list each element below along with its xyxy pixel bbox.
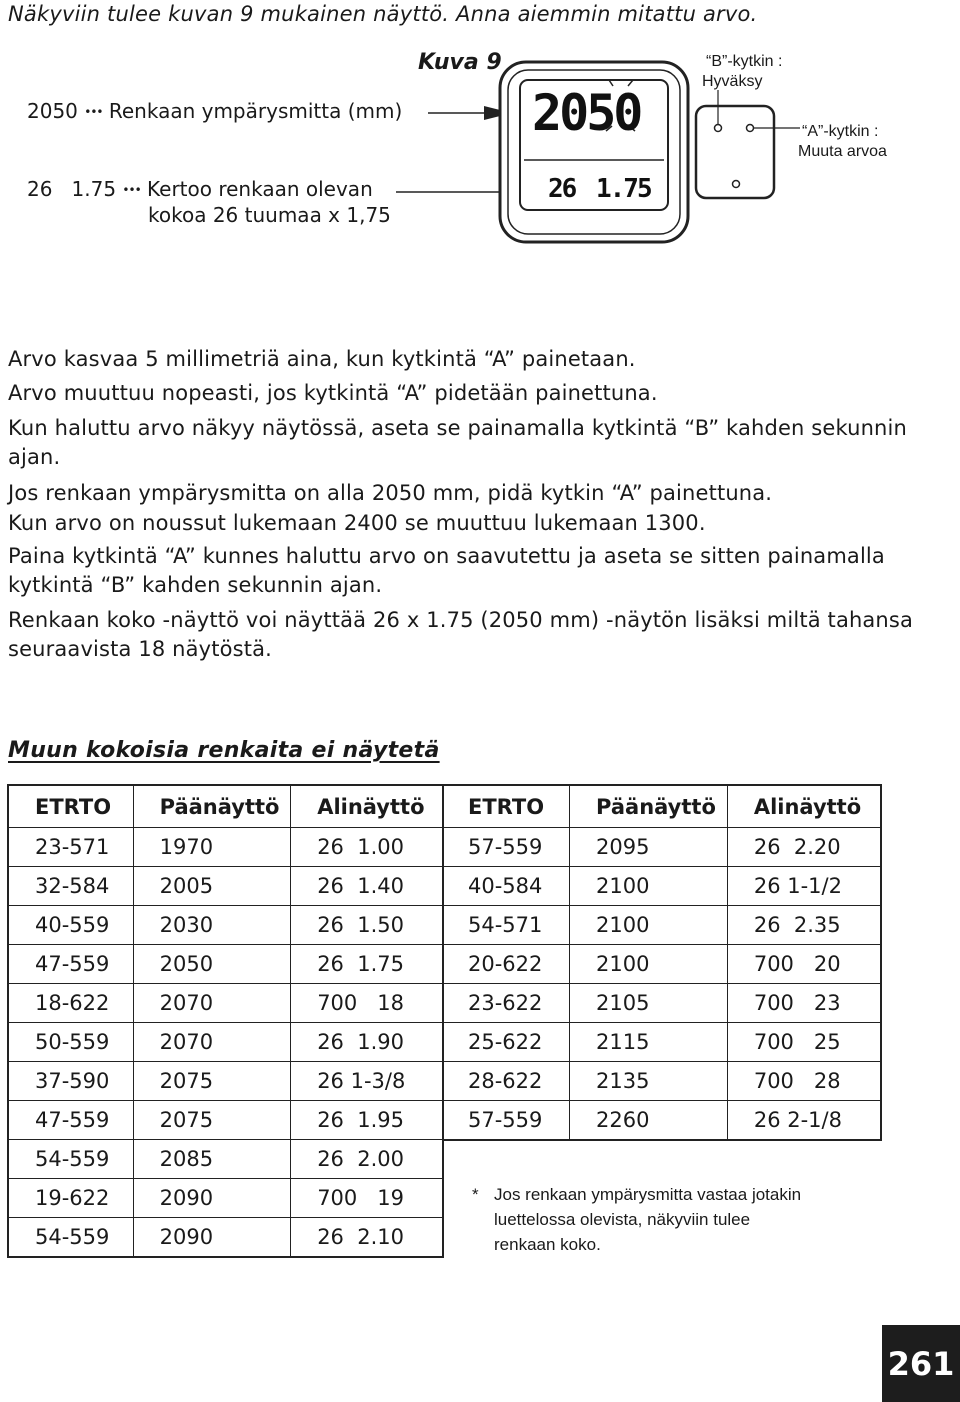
table-row (8, 1179, 443, 1218)
cell-etrto: 23-622 (442, 984, 570, 1023)
cell-etrto: 23-571 (8, 828, 133, 867)
footnote (472, 1182, 801, 1257)
table-row (8, 945, 443, 984)
table-row (8, 1023, 443, 1062)
cell-etrto: 25-622 (442, 1023, 570, 1062)
cell-etrto: 57-559 (442, 828, 570, 867)
cell-etrto: 54-559 (8, 1140, 133, 1179)
legend-circumference-value: 2050 (27, 99, 78, 123)
cell-etrto: 57-559 (442, 1101, 570, 1141)
cell-sub-display: 26 1.00 (317, 835, 405, 859)
cell-main-display: 2075 (133, 1101, 291, 1140)
cell-main-display: 1970 (133, 828, 291, 867)
cell-sub-display: 26 1-1/2 (753, 874, 842, 898)
cell-main-display: 2050 (133, 945, 291, 984)
footnote-line-3: renkaan koko. (494, 1235, 601, 1254)
cell-main-display: 2260 (570, 1101, 728, 1141)
header-main-display: Päänäyttö (133, 785, 291, 828)
cell-etrto: 19-622 (8, 1179, 133, 1218)
table-row (442, 906, 881, 945)
button-a-note-line1: “A”-kytkin : (802, 123, 879, 140)
table-row (442, 828, 881, 867)
button-a-note (798, 122, 887, 162)
button-b-note-line2: Hyväksy (702, 73, 763, 90)
cell-sub-display: 26 1.40 (317, 874, 405, 898)
paragraph-4: Jos renkaan ympärysmitta on alla 2050 mm, pidä kytkin “A” painettuna. (8, 481, 773, 505)
cell-etrto: 40-559 (8, 906, 133, 945)
header-main-display: Päänäyttö (570, 785, 728, 828)
cell-etrto: 47-559 (8, 1101, 133, 1140)
legend-size-label-line2: kokoa 26 tuumaa x 1,75 (148, 203, 391, 227)
table-row (442, 945, 881, 984)
table-row (8, 1062, 443, 1101)
cell-sub-display: 26 2-1/8 (753, 1108, 842, 1132)
cell-etrto: 18-622 (8, 984, 133, 1023)
table-row (8, 867, 443, 906)
cell-sub-display: 700 28 (753, 1069, 841, 1093)
cell-etrto: 20-622 (442, 945, 570, 984)
cell-etrto: 32-584 (8, 867, 133, 906)
cell-main-display: 2135 (570, 1062, 728, 1101)
cell-sub-display: 26 1.75 (317, 952, 405, 976)
table-row (442, 1062, 881, 1101)
intro-text: Näkyviin tulee kuvan 9 mukainen näyttö. Anna aiemmin mitattu arvo. (8, 2, 758, 26)
cell-sub-display: 700 23 (753, 991, 841, 1015)
paragraph-7: Renkaan koko -näyttö voi näyttää 26 x 1.75 (2050 mm) -näytön lisäksi miltä tahansa seuraavista 18 näytöstä. (8, 608, 914, 661)
legend-size-label: Kertoo renkaan olevan (147, 177, 373, 201)
paragraph-5: Kun arvo on noussut lukemaan 2400 se muuttuu lukemaan 1300. (8, 511, 706, 535)
cell-main-display: 2075 (133, 1062, 291, 1101)
cell-main-display: 2085 (133, 1140, 291, 1179)
cell-main-display: 2105 (570, 984, 728, 1023)
button-a-note-line2: Muuta arvoa (798, 143, 887, 160)
cell-sub-display: 700 25 (753, 1030, 841, 1054)
button-panel (696, 106, 774, 198)
tire-table-right-body (442, 828, 881, 1141)
cell-sub-display: 26 2.35 (753, 913, 841, 937)
cell-sub-display: 26 1.95 (317, 1108, 405, 1132)
cell-sub-display: 26 1.50 (317, 913, 405, 937)
cell-main-display: 2070 (133, 984, 291, 1023)
footnote-line-2: luettelossa olevista, näkyviin tulee (494, 1210, 751, 1229)
cell-etrto: 54-559 (8, 1218, 133, 1258)
table-row (442, 1023, 881, 1062)
figure-title: Kuva 9 (418, 50, 502, 75)
page-number: 261 (882, 1325, 960, 1402)
legend-size-value: 26 1.75 (27, 177, 117, 201)
paragraph-6: Paina kytkintä “A” kunnes haluttu arvo on saavutettu ja aseta se sitten painamalla kytkintä “B” kahden sekunnin ajan. (8, 544, 885, 597)
cell-main-display: 2095 (570, 828, 728, 867)
table-header-row (442, 785, 881, 828)
cell-etrto: 47-559 (8, 945, 133, 984)
cell-main-display: 2100 (570, 945, 728, 984)
cell-etrto: 40-584 (442, 867, 570, 906)
cell-main-display: 2100 (570, 906, 728, 945)
cell-main-display: 2100 (570, 867, 728, 906)
header-etrto: ETRTO (442, 785, 570, 828)
table-header-row (8, 785, 443, 828)
cell-etrto: 28-622 (442, 1062, 570, 1101)
cell-main-display: 2005 (133, 867, 291, 906)
header-etrto: ETRTO (8, 785, 133, 828)
tire-table-left-body (8, 828, 443, 1258)
cell-main-display: 2030 (133, 906, 291, 945)
cell-etrto: 54-571 (442, 906, 570, 945)
table-row (8, 1140, 443, 1179)
table-row (8, 906, 443, 945)
lcd-sub-right: 1.75 (596, 174, 651, 204)
cell-sub-display: 700 20 (753, 952, 841, 976)
paragraph-1: Arvo kasvaa 5 millimetriä aina, kun kytkintä “A” painetaan. (8, 347, 636, 371)
cell-main-display: 2070 (133, 1023, 291, 1062)
cell-main-display: 2090 (133, 1179, 291, 1218)
tire-table-left (7, 784, 444, 1258)
table-row (442, 867, 881, 906)
cell-etrto: 37-590 (8, 1062, 133, 1101)
header-sub-display: Alinäyttö (317, 794, 425, 819)
cell-sub-display: 26 2.00 (317, 1147, 405, 1171)
cell-sub-display: 26 2.20 (753, 835, 841, 859)
table-row (442, 984, 881, 1023)
paragraph-2: Arvo muuttuu nopeasti, jos kytkintä “A” pidetään painettuna. (8, 381, 658, 405)
table-row (8, 1218, 443, 1258)
lcd-main-digits: 2050 (532, 84, 641, 142)
paragraph-3: Kun haluttu arvo näkyy näytössä, aseta se painamalla kytkintä “B” kahden sekunnin ajan. (8, 416, 907, 469)
footnote-line-1: Jos renkaan ympärysmitta vastaa jotakin (494, 1185, 802, 1204)
button-b-note-line1: “B”-kytkin : (706, 53, 783, 70)
button-b-note (702, 52, 782, 92)
cell-sub-display: 26 1-3/8 (317, 1069, 406, 1093)
cell-sub-display: 26 2.10 (317, 1225, 405, 1249)
footnote-marker: * (472, 1185, 479, 1204)
header-sub-display: Alinäyttö (753, 794, 862, 819)
section-heading: Muun kokoisia renkaita ei näytetä (8, 738, 440, 763)
table-row (8, 828, 443, 867)
cell-sub-display: 26 1.90 (317, 1030, 405, 1054)
table-row (8, 984, 443, 1023)
table-row (442, 1101, 881, 1141)
cell-main-display: 2090 (133, 1218, 291, 1258)
cell-main-display: 2115 (570, 1023, 728, 1062)
cell-etrto: 50-559 (8, 1023, 133, 1062)
cell-sub-display: 700 19 (317, 1186, 405, 1210)
legend-dots: ••• (84, 105, 103, 119)
lcd-sub-left: 26 (548, 174, 576, 204)
table-row (8, 1101, 443, 1140)
cell-sub-display: 700 18 (317, 991, 405, 1015)
tire-table-right (442, 784, 882, 1141)
legend-circumference-label: Renkaan ympärysmitta (mm) (108, 99, 403, 123)
legend-dots: ••• (122, 183, 141, 197)
